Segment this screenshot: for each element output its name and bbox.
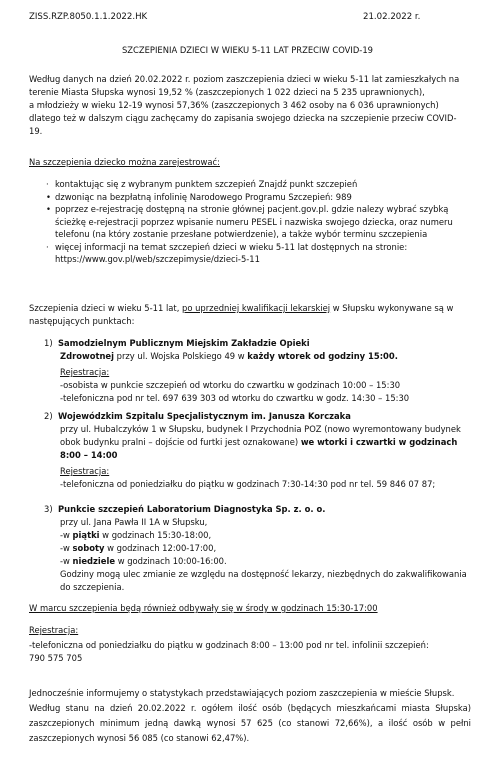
- point3-address: przy ul. Jana Pawła II 1A w Słupsku,: [60, 517, 208, 527]
- document-title: SZCZEPIENIA DZIECI W WIEKU 5-11 LAT PRZECIW COVID-19: [121, 45, 373, 55]
- point2-line: przy ul. Hubalczyków 1 w Słupsku, budynek I Przychodnia POZ (nowo wyremontowany budynek: [60, 424, 461, 434]
- registration-phone: 790 575 705: [29, 653, 83, 663]
- march-note: W marcu szczepienia będą również odbywały się w środy w godzinach 15:30-17:00: [29, 603, 378, 613]
- registration-label: Rejestracja:: [29, 625, 79, 635]
- point3-day: -w soboty w godzinach 12:00-17:00,: [60, 543, 217, 553]
- point2-registration-line: -telefoniczna od poniedziałku do piątku w godzinach 7:30-14:30 pod nr tel. 59 846 07 87;: [60, 479, 436, 489]
- point3-note: do szczepienia.: [60, 582, 125, 592]
- points-intro-line2: następujących punktach:: [29, 316, 135, 326]
- summary-line: Według stanu na dzień 20.02.2022 r. ogółem ilość osób (będących mieszkańcami miasta Słupska): [29, 703, 471, 713]
- document-date: 21.02.2022 r.: [363, 12, 421, 22]
- intro-line: Według danych na dzień 20.02.2022 r. poziom zaszczepienia dzieci w wieku 5-11 lat zamieszkałych na: [29, 74, 460, 84]
- point-number: 1): [44, 338, 53, 348]
- summary-line: zaszczepionych wynosi 56 085 (co stanowi 62,47%).: [29, 733, 250, 743]
- point-number: 2): [44, 411, 53, 421]
- intro-line: terenie Miasta Słupska wynosi 19,52 % (zaszczepionych 1 022 dzieci na 5 235 uprawnionych),: [29, 87, 425, 97]
- point1-address: Zdrowotnej przy ul. Wojska Polskiego 49 w każdy wtorek od godziny 15:00.: [60, 351, 398, 361]
- intro-line: a młodzieży w wieku 12-19 wynosi 57,36% (zaszczepionych 3 462 osoby na 6 036 uprawnionych): [29, 100, 439, 110]
- summary-line: zaszczepionych minimum jedną dawką wynosi 57 625 (co stanowi 72,66%), a ilość osób w pełni: [29, 718, 471, 728]
- register-list: [45, 178, 453, 266]
- point3-note: Godziny mogą ulec zmianie ze względu na dostępność lekarzy, niezbędnych do zakwalifikowania: [60, 569, 467, 579]
- point3-name: Punkcie szczepień Laboratorium Diagnostyka Sp. z. o. o.: [58, 504, 326, 514]
- list-item: · kontaktując się z wybranym punktem szczepień Znajdź punkt szczepień: [46, 179, 358, 189]
- point2-hours: 8:00 – 14:00: [60, 450, 118, 460]
- point-number: 3): [44, 504, 53, 514]
- point1-registration-line: -telefoniczna pod nr tel. 697 639 303 od wtorku do czwartku w godz. 14:30 – 15:30: [60, 393, 410, 403]
- point3-day: -w piątki w godzinach 15:30-18:00,: [60, 530, 212, 540]
- list-item: · więcej informacji na temat szczepień dzieci w wieku 5-11 lat dostępnych na stronie: https://www.gov.pl/web/szczepimysie/dzieci-5-11: [46, 241, 408, 264]
- list-item: • poprzez e-rejestrację dostępną na stronie głównej pacjent.gov.pl. gdzie nalezy wybrać szybką ścieżkę e-rejestracji poprzez wpisanie numeru PESEL i nazwiska swojego dziecka, oraz numeru telefonu (na który zostanie przesłane potwierdzenie), a także wybór terminu szczepienia: [46, 204, 453, 239]
- point1-registration-label: Rejestracja:: [60, 367, 110, 377]
- intro-line: dlatego też w dalszym ciągu zachęcamy do zapisania swojego dziecka na szczepienie przeciw COVID-: [29, 113, 457, 123]
- register-heading: Na szczepienia dziecko można zarejestrować:: [29, 157, 220, 167]
- point1-name: Samodzielnym Publicznym Miejskim Zakładzie Opieki: [58, 338, 310, 348]
- point2-line: obok budynku pralni – dojście od furtki jest oznakowane) we wtorki i czwartki w godzinach: [60, 437, 458, 447]
- points-intro: Szczepienia dzieci w wieku 5-11 lat, po uprzedniej kwalifikacji lekarskiej w Słupsku wykonywane są w: [29, 303, 454, 313]
- point1-registration-line: -osobista w punkcie szczepień od wtorku do czwartku w godzinach 10:00 – 15:30: [60, 380, 401, 390]
- point2-registration-label: Rejestracja:: [60, 466, 110, 476]
- document-reference: ZISS.RZP.8050.1.1.2022.HK: [29, 12, 148, 22]
- intro-line: 19.: [29, 126, 43, 136]
- registration-line: -telefoniczna od poniedziałku do piątku w godzinach 8:00 – 13:00 pod nr tel. infolinii szczepień:: [29, 640, 429, 650]
- summary-line: Jednocześnie informujemy o statystykach przedstawiających poziom zaszczepienia w mieście Słupsk.: [29, 688, 455, 698]
- point3-day: -w niedziele w godzinach 10:00-16:00.: [60, 556, 227, 566]
- list-item: • dzwoniąc na bezpłatną infolinię Narodowego Programu Szczepień: 989: [46, 191, 352, 202]
- point2-name: Wojewódzkim Szpitalu Specjalistycznym im. Janusza Korczaka: [58, 411, 351, 421]
